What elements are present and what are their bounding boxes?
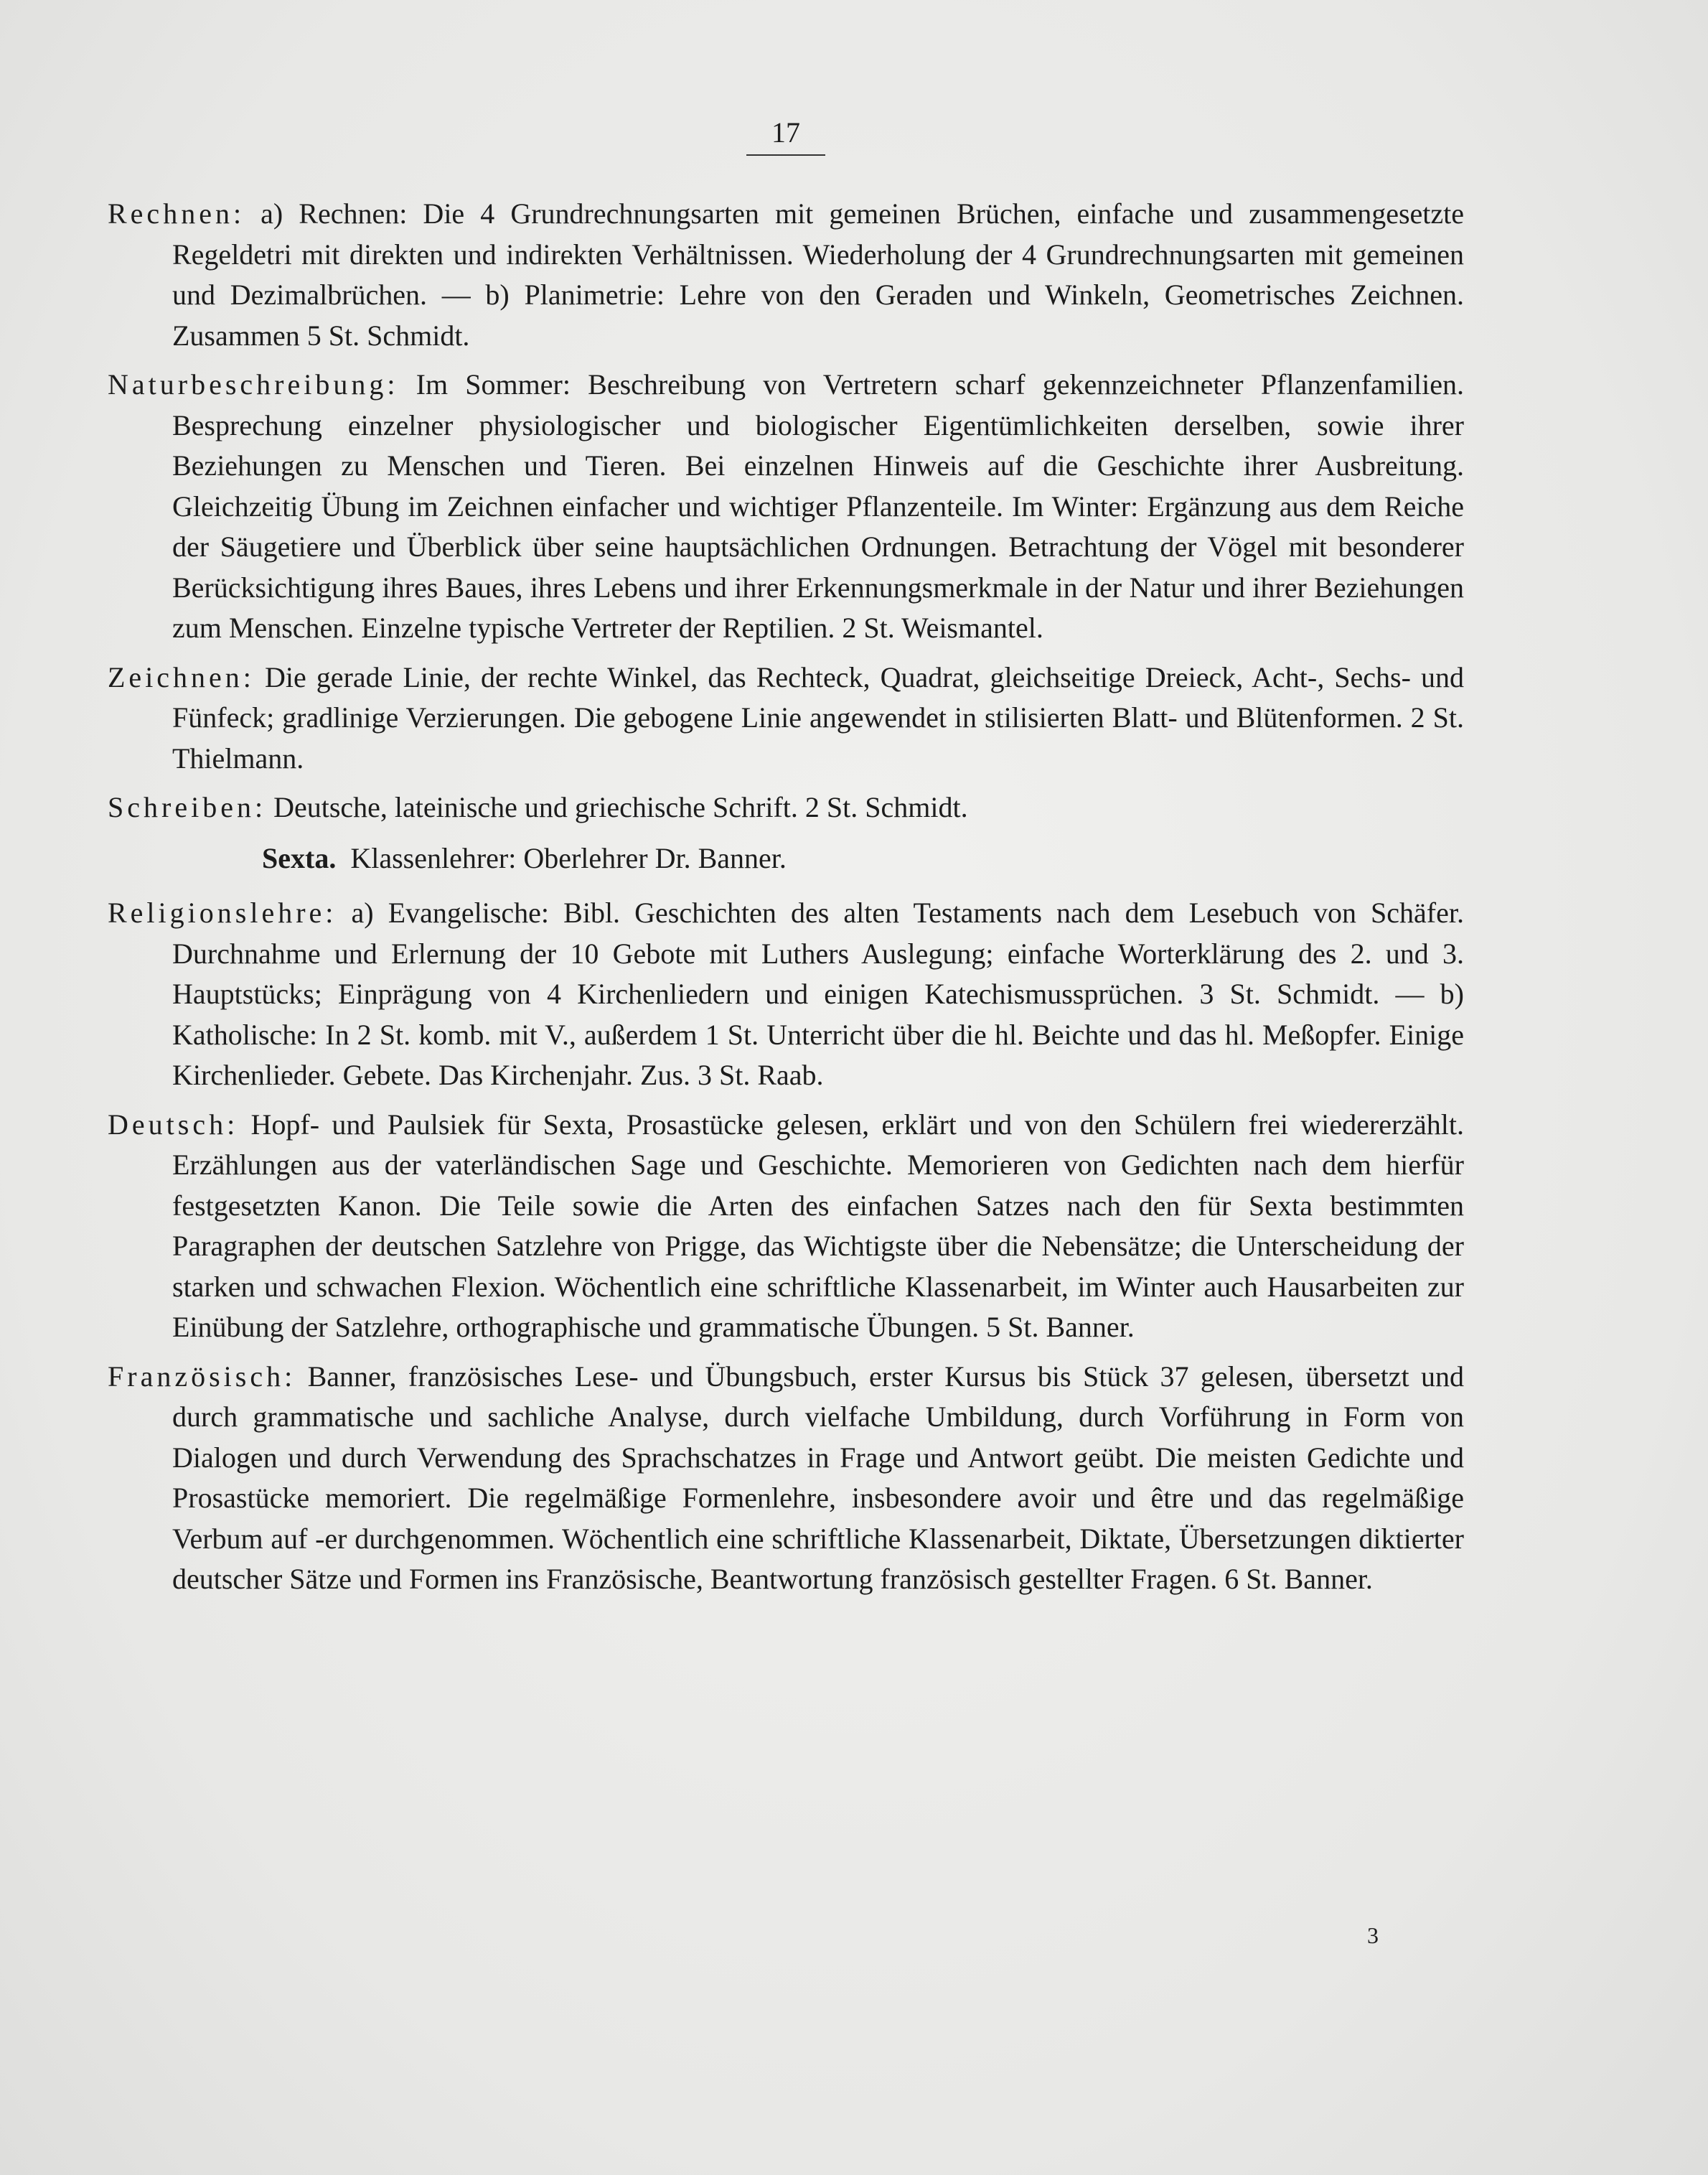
paragraph-rechnen (108, 194, 1464, 356)
subject-label: Rechnen: (108, 197, 245, 230)
subject-label: Französisch: (108, 1360, 296, 1393)
paragraph-text: Hopf- und Paulsiek für Sexta, Prosastücke gelesen, erklärt und von den Schülern frei wiedererzählt. Erzählungen aus der vaterländischen Sage und Geschichte. Memorieren von Gedichten nach dem hierfür festgesetzten Kanon. Die Teile sowie die Arten des einfachen Satzes nach den für Sexta bestimmten Paragraphen der deutschen Satzlehre von Prigge, das Wichtigste über die Nebensätze; die Unterscheidung der starken und schwachen Flexion. Wöchentlich eine schriftliche Klassenarbeit, im Winter auch Hausarbeiten zur Einübung der Satzlehre, orthographische und grammatische Übungen. 5 St. Banner. (172, 1108, 1464, 1343)
class-teacher: Klassenlehrer: Oberlehrer Dr. Banner. (350, 841, 787, 874)
class-name: Sexta. (262, 841, 337, 874)
subject-label: Naturbeschreibung: (108, 368, 399, 401)
paragraph-franzoesisch (108, 1357, 1464, 1600)
paragraph-text: a) Rechnen: Die 4 Grundrechnungsarten mit gemeinen Brüchen, einfache und zusammengesetzte Regeldetri mit direkten und indirekten Verhältnissen. Wiederholung der 4 Grundrechnungsarten mit gemeinen und Dezimalbrüchen. — b) Planimetrie: Lehre von den Geraden und Winkeln, Geometrisches Zeichnen. Zusammen 5 St. Schmidt. (172, 197, 1464, 352)
signature-mark: 3 (1367, 1922, 1379, 1948)
paragraph-text: Banner, französisches Lese- und Übungsbuch, erster Kursus bis Stück 37 gelesen, übersetzt und durch grammatische und sachliche Analyse, durch vielfache Umbildung, durch Vorführung in Form von Dialogen und durch Verwendung des Sprachschatzes in Frage und Antwort geübt. Die meisten Gedichte und Prosastücke memoriert. Die regelmäßige Formenlehre, insbesondere avoir und être und das regelmäßige Verbum auf -er durchgenommen. Wöchentlich eine schriftliche Klassenarbeit, Diktate, Übersetzungen diktierter deutscher Sätze und Formen ins Französische, Beantwortung französisch gestellter Fragen. 6 St. Banner. (172, 1360, 1464, 1595)
paragraph-text: Deutsche, lateinische und griechische Schrift. 2 St. Schmidt. (266, 791, 968, 823)
subject-label: Schreiben: (108, 791, 267, 823)
page-number: 17 (746, 118, 825, 156)
class-heading (108, 838, 1464, 879)
paragraph-religionslehre (108, 893, 1464, 1096)
paragraph-text: a) Evangelische: Bibl. Geschichten des alten Testaments nach dem Lesebuch von Schäfer. Durchnahme und Erlernung der 10 Gebote mit Luthers Auslegung; einfache Worterklärung des 2. und 3. Hauptstücks; Einprägung von 4 Kirchenliedern und einigen Katechismussprüchen. 3 St. Schmidt. — b) Katholische: In 2 St. komb. mit V., außerdem 1 St. Unterricht über die hl. Beichte und das hl. Meßopfer. Einige Kirchenlieder. Gebete. Das Kirchenjahr. Zus. 3 St. Raab. (172, 897, 1464, 1091)
paragraph-schreiben (108, 787, 1464, 828)
subject-label: Deutsch: (108, 1108, 239, 1141)
document-body (108, 194, 1464, 1609)
paragraph-naturbeschreibung (108, 365, 1464, 649)
paragraph-text: Die gerade Linie, der rechte Winkel, das Rechteck, Quadrat, gleichseitige Dreieck, Acht-, Sechs- und Fünfeck; gradlinige Verzierungen. Die gebogene Linie angewendet in stilisierten Blatt- und Blütenformen. 2 St. Thielmann. (172, 660, 1464, 775)
paragraph-zeichnen (108, 658, 1464, 780)
paragraph-deutsch (108, 1105, 1464, 1348)
paragraph-text: Im Sommer: Beschreibung von Vertretern scharf gekennzeichneter Pflanzenfamilien. Besprechung einzelner physiologischer und biologischer Eigentümlichkeiten derselben, sowie ihrer Beziehungen zu Menschen und Tieren. Bei einzelnen Hinweis auf die Geschichte ihrer Ausbreitung. Gleichzeitig Übung im Zeichnen einfacher und wichtiger Pflanzenteile. Im Winter: Ergänzung aus dem Reiche der Säugetiere und Überblick über seine hauptsächlichen Ordnungen. Betrachtung der Vögel mit besonderer Berücksichtigung ihres Baues, ihres Lebens und ihrer Erkennungsmerkmale in der Natur und ihrer Beziehungen zum Menschen. Einzelne typische Vertreter der Reptilien. 2 St. Weismantel. (172, 368, 1464, 644)
subject-label: Zeichnen: (108, 660, 255, 693)
subject-label: Religionslehre: (108, 897, 337, 929)
